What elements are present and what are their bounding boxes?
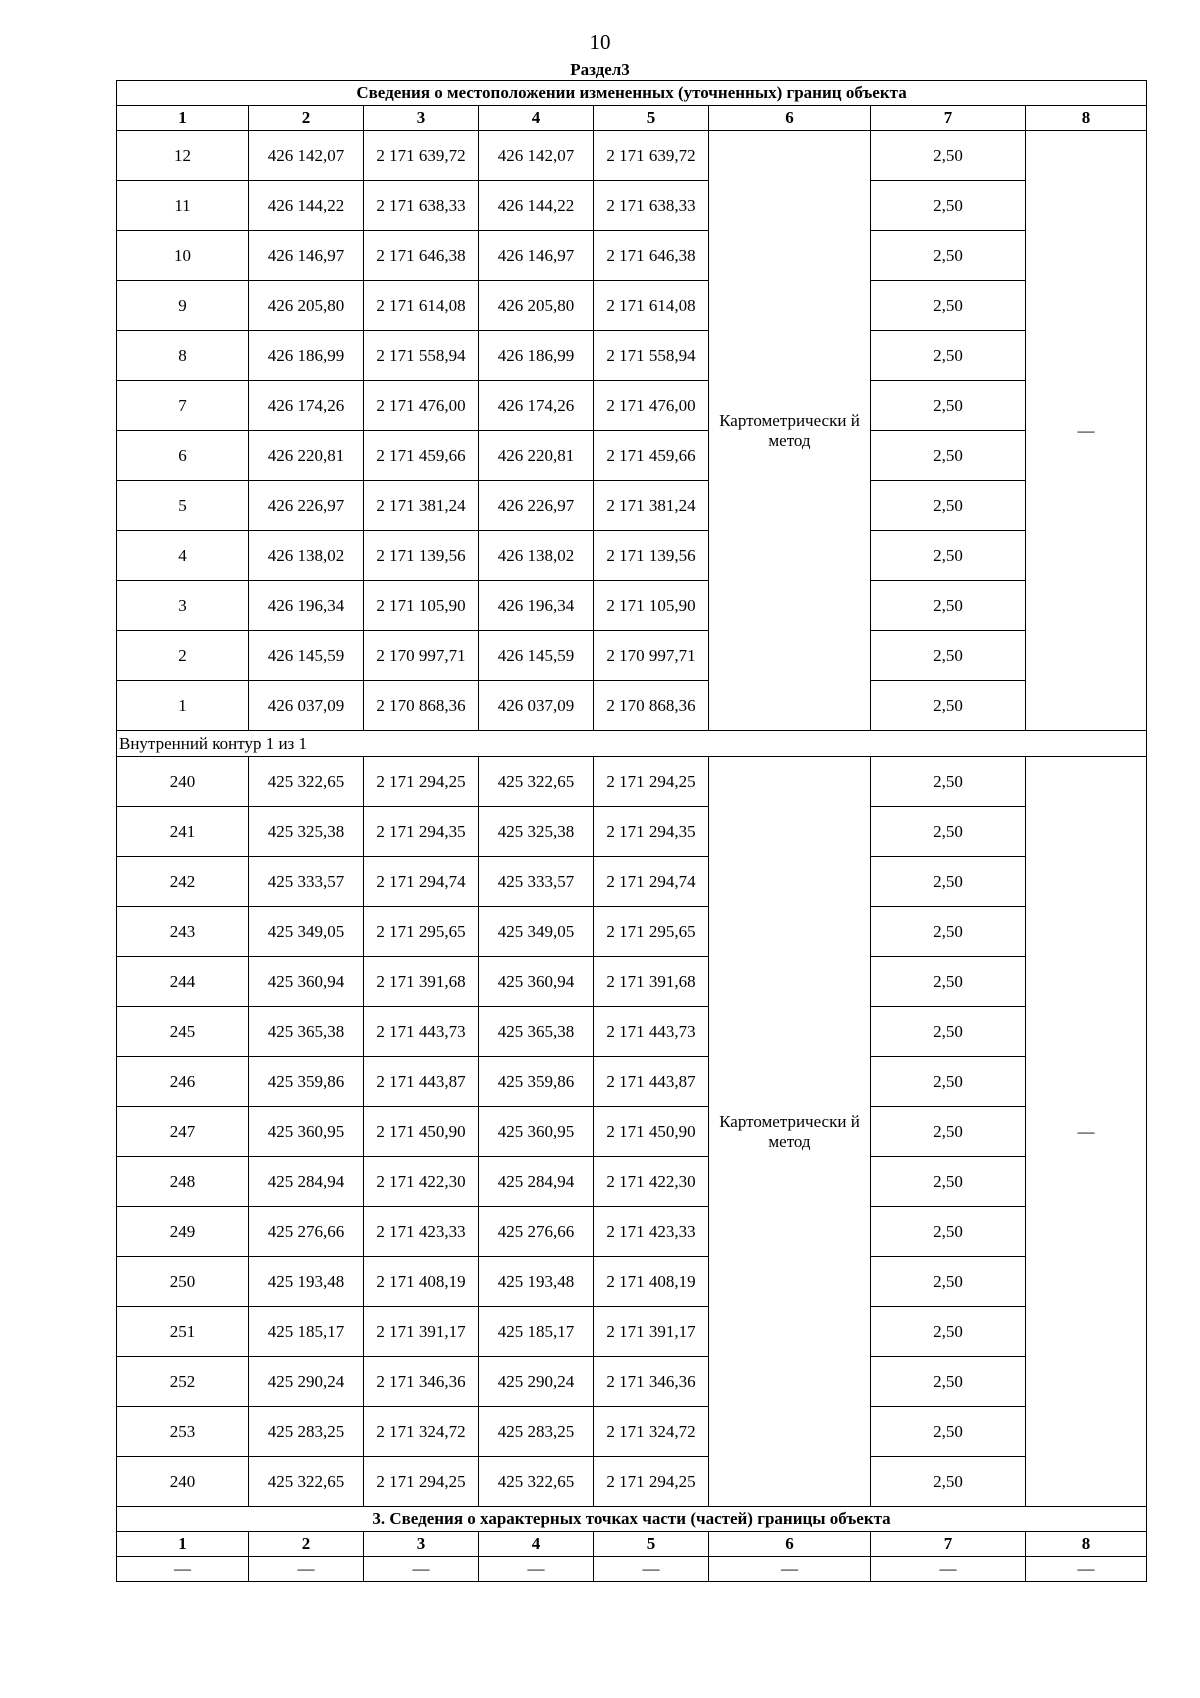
x-new: 426 174,26 (479, 381, 594, 431)
y-new: 2 171 476,00 (594, 381, 709, 431)
point-number: 11 (117, 181, 249, 231)
accuracy: 2,50 (871, 807, 1026, 857)
x-new: 425 360,94 (479, 957, 594, 1007)
accuracy: 2,50 (871, 431, 1026, 481)
point-number: 1 (117, 681, 249, 731)
accuracy: 2,50 (871, 181, 1026, 231)
x-existing: 425 365,38 (249, 1007, 364, 1057)
x-existing: 425 322,65 (249, 1457, 364, 1507)
x-new: 425 322,65 (479, 1457, 594, 1507)
outer-contour-row (117, 231, 1147, 281)
outer-contour-row (117, 531, 1147, 581)
inner-contour-row (117, 1457, 1147, 1507)
y-new: 2 171 294,25 (594, 757, 709, 807)
x-existing: 425 283,25 (249, 1407, 364, 1457)
column-number: 2 (249, 106, 364, 131)
point-number: 10 (117, 231, 249, 281)
parts-column-number-row (117, 1532, 1147, 1557)
inner-contour-row (117, 1007, 1147, 1057)
x-new: 425 349,05 (479, 907, 594, 957)
x-new: 426 196,34 (479, 581, 594, 631)
y-existing: 2 171 294,74 (364, 857, 479, 907)
outer-contour-row (117, 131, 1147, 181)
column-number: 1 (117, 1532, 249, 1557)
inner-contour-row (117, 1407, 1147, 1457)
outer-contour-row (117, 181, 1147, 231)
y-existing: 2 171 614,08 (364, 281, 479, 331)
column-number: 6 (709, 1532, 871, 1557)
y-new: 2 171 459,66 (594, 431, 709, 481)
empty-dash-cell: — (364, 1557, 479, 1582)
x-existing: 425 349,05 (249, 907, 364, 957)
inner-contour-row (117, 757, 1147, 807)
accuracy: 2,50 (871, 481, 1026, 531)
point-number: 2 (117, 631, 249, 681)
empty-dash-cell: — (117, 1557, 249, 1582)
y-new: 2 171 346,36 (594, 1357, 709, 1407)
y-new: 2 171 391,68 (594, 957, 709, 1007)
column-number: 1 (117, 106, 249, 131)
accuracy: 2,50 (871, 907, 1026, 957)
point-number: 242 (117, 857, 249, 907)
y-existing: 2 171 443,73 (364, 1007, 479, 1057)
inner-contour-row (117, 1207, 1147, 1257)
x-existing: 425 359,86 (249, 1057, 364, 1107)
y-new: 2 171 646,38 (594, 231, 709, 281)
x-new: 425 365,38 (479, 1007, 594, 1057)
accuracy: 2,50 (871, 231, 1026, 281)
x-new: 425 193,48 (479, 1257, 594, 1307)
accuracy: 2,50 (871, 381, 1026, 431)
y-existing: 2 171 422,30 (364, 1157, 479, 1207)
accuracy: 2,50 (871, 681, 1026, 731)
column-number: 8 (1026, 1532, 1147, 1557)
accuracy: 2,50 (871, 857, 1026, 907)
accuracy: 2,50 (871, 581, 1026, 631)
empty-dash-cell: — (871, 1557, 1026, 1582)
column-number: 3 (364, 106, 479, 131)
empty-dash-cell: — (709, 1557, 871, 1582)
point-number: 250 (117, 1257, 249, 1307)
x-new: 425 333,57 (479, 857, 594, 907)
y-existing: 2 171 639,72 (364, 131, 479, 181)
point-number: 246 (117, 1057, 249, 1107)
coordinates-table-body (117, 81, 1147, 1582)
empty-dash-cell: — (249, 1557, 364, 1582)
x-new: 426 226,97 (479, 481, 594, 531)
x-new: 425 283,25 (479, 1407, 594, 1457)
inner-contour-row (117, 1307, 1147, 1357)
point-number: 7 (117, 381, 249, 431)
point-number: 240 (117, 757, 249, 807)
parts-empty-row (117, 1557, 1147, 1582)
x-existing: 426 146,97 (249, 231, 364, 281)
parts-table-title (117, 1507, 1147, 1532)
column-number: 7 (871, 1532, 1026, 1557)
empty-dash-cell: — (479, 1557, 594, 1582)
x-new: 425 284,94 (479, 1157, 594, 1207)
outer-contour-row (117, 581, 1147, 631)
x-new: 426 205,80 (479, 281, 594, 331)
outer-contour-row (117, 431, 1147, 481)
point-number: 241 (117, 807, 249, 857)
point-number: 244 (117, 957, 249, 1007)
y-new: 2 171 614,08 (594, 281, 709, 331)
y-new: 2 170 997,71 (594, 631, 709, 681)
point-number: 5 (117, 481, 249, 531)
col8-cell: — (1026, 757, 1147, 1507)
x-new: 425 185,17 (479, 1307, 594, 1357)
x-new: 425 322,65 (479, 757, 594, 807)
x-existing: 425 333,57 (249, 857, 364, 907)
outer-contour-row (117, 631, 1147, 681)
x-existing: 426 186,99 (249, 331, 364, 381)
y-new: 2 171 639,72 (594, 131, 709, 181)
x-new: 426 142,07 (479, 131, 594, 181)
method-cell: Картометрически й метод (709, 757, 871, 1507)
inner-contour-row (117, 1257, 1147, 1307)
y-existing: 2 171 391,17 (364, 1307, 479, 1357)
inner-contour-label: Внутренний контур 1 из 1 (117, 731, 1147, 757)
point-number: 3 (117, 581, 249, 631)
inner-contour-row (117, 957, 1147, 1007)
x-existing: 426 142,07 (249, 131, 364, 181)
x-new: 425 290,24 (479, 1357, 594, 1407)
inner-contour-row (117, 807, 1147, 857)
accuracy: 2,50 (871, 757, 1026, 807)
x-existing: 426 205,80 (249, 281, 364, 331)
accuracy: 2,50 (871, 281, 1026, 331)
column-number: 5 (594, 1532, 709, 1557)
outer-contour-row (117, 381, 1147, 431)
y-existing: 2 171 459,66 (364, 431, 479, 481)
y-new: 2 171 558,94 (594, 331, 709, 381)
accuracy: 2,50 (871, 631, 1026, 681)
accuracy: 2,50 (871, 1107, 1026, 1157)
x-existing: 426 174,26 (249, 381, 364, 431)
y-existing: 2 171 324,72 (364, 1407, 479, 1457)
y-existing: 2 171 423,33 (364, 1207, 479, 1257)
accuracy: 2,50 (871, 1007, 1026, 1057)
column-number-row (117, 106, 1147, 131)
point-number: 251 (117, 1307, 249, 1357)
x-new: 426 146,97 (479, 231, 594, 281)
inner-contour-row (117, 1357, 1147, 1407)
x-existing: 425 284,94 (249, 1157, 364, 1207)
x-existing: 425 322,65 (249, 757, 364, 807)
point-number: 243 (117, 907, 249, 957)
y-existing: 2 171 391,68 (364, 957, 479, 1007)
x-existing: 425 360,94 (249, 957, 364, 1007)
outer-contour-row (117, 281, 1147, 331)
point-number: 12 (117, 131, 249, 181)
y-existing: 2 171 105,90 (364, 581, 479, 631)
section-title: Раздел3 (570, 60, 630, 79)
method-cell: Картометрически й метод (709, 131, 871, 731)
y-new: 2 171 423,33 (594, 1207, 709, 1257)
y-new: 2 171 294,25 (594, 1457, 709, 1507)
point-number: 9 (117, 281, 249, 331)
x-new: 426 037,09 (479, 681, 594, 731)
outer-contour-row (117, 331, 1147, 381)
x-existing: 426 220,81 (249, 431, 364, 481)
column-number: 8 (1026, 106, 1147, 131)
y-existing: 2 171 450,90 (364, 1107, 479, 1157)
accuracy: 2,50 (871, 531, 1026, 581)
x-existing: 426 226,97 (249, 481, 364, 531)
outer-contour-row (117, 481, 1147, 531)
point-number: 4 (117, 531, 249, 581)
point-number: 8 (117, 331, 249, 381)
inner-contour-row (117, 857, 1147, 907)
x-new: 426 138,02 (479, 531, 594, 581)
point-number: 245 (117, 1007, 249, 1057)
col8-cell: — (1026, 131, 1147, 731)
outer-contour-row (117, 681, 1147, 731)
y-existing: 2 171 476,00 (364, 381, 479, 431)
table-title (117, 81, 1147, 106)
y-existing: 2 171 294,25 (364, 1457, 479, 1507)
y-new: 2 171 450,90 (594, 1107, 709, 1157)
accuracy: 2,50 (871, 1407, 1026, 1457)
accuracy: 2,50 (871, 1057, 1026, 1107)
x-existing: 426 144,22 (249, 181, 364, 231)
x-existing: 425 185,17 (249, 1307, 364, 1357)
y-new: 2 171 381,24 (594, 481, 709, 531)
accuracy: 2,50 (871, 1307, 1026, 1357)
x-existing: 425 325,38 (249, 807, 364, 857)
accuracy: 2,50 (871, 331, 1026, 381)
point-number: 252 (117, 1357, 249, 1407)
y-existing: 2 171 558,94 (364, 331, 479, 381)
x-new: 425 360,95 (479, 1107, 594, 1157)
x-existing: 426 037,09 (249, 681, 364, 731)
accuracy: 2,50 (871, 1457, 1026, 1507)
y-existing: 2 171 139,56 (364, 531, 479, 581)
y-existing: 2 171 294,35 (364, 807, 479, 857)
coordinates-table (116, 80, 1147, 1582)
y-existing: 2 171 646,38 (364, 231, 479, 281)
y-existing: 2 171 381,24 (364, 481, 479, 531)
y-existing: 2 171 408,19 (364, 1257, 479, 1307)
y-existing: 2 170 868,36 (364, 681, 479, 731)
empty-dash-cell: — (1026, 1557, 1147, 1582)
column-number: 5 (594, 106, 709, 131)
point-number: 248 (117, 1157, 249, 1207)
y-existing: 2 171 346,36 (364, 1357, 479, 1407)
y-new: 2 170 868,36 (594, 681, 709, 731)
empty-dash-cell: — (594, 1557, 709, 1582)
column-number: 4 (479, 106, 594, 131)
x-new: 425 359,86 (479, 1057, 594, 1107)
inner-contour-row (117, 907, 1147, 957)
accuracy: 2,50 (871, 1157, 1026, 1207)
y-new: 2 171 139,56 (594, 531, 709, 581)
point-number: 6 (117, 431, 249, 481)
x-new: 426 186,99 (479, 331, 594, 381)
y-new: 2 171 324,72 (594, 1407, 709, 1457)
y-new: 2 171 294,74 (594, 857, 709, 907)
y-existing: 2 171 295,65 (364, 907, 479, 957)
column-number: 6 (709, 106, 871, 131)
y-new: 2 171 408,19 (594, 1257, 709, 1307)
inner-contour-row (117, 731, 1147, 757)
column-number: 3 (364, 1532, 479, 1557)
point-number: 247 (117, 1107, 249, 1157)
y-new: 2 171 422,30 (594, 1157, 709, 1207)
y-new: 2 171 294,35 (594, 807, 709, 857)
accuracy: 2,50 (871, 1207, 1026, 1257)
point-number: 249 (117, 1207, 249, 1257)
accuracy: 2,50 (871, 957, 1026, 1007)
x-existing: 426 196,34 (249, 581, 364, 631)
accuracy: 2,50 (871, 131, 1026, 181)
y-new: 2 171 443,87 (594, 1057, 709, 1107)
x-existing: 425 193,48 (249, 1257, 364, 1307)
x-new: 425 325,38 (479, 807, 594, 857)
inner-contour-row (117, 1157, 1147, 1207)
x-existing: 426 145,59 (249, 631, 364, 681)
inner-contour-row (117, 1107, 1147, 1157)
y-existing: 2 170 997,71 (364, 631, 479, 681)
point-number: 253 (117, 1407, 249, 1457)
x-new: 426 220,81 (479, 431, 594, 481)
point-number: 240 (117, 1457, 249, 1507)
y-new: 2 171 443,73 (594, 1007, 709, 1057)
y-new: 2 171 105,90 (594, 581, 709, 631)
table-title-cell: Сведения о местоположении измененных (уточненных) границ объекта (117, 81, 1147, 106)
parts-table-title-cell: 3. Сведения о характерных точках части (частей) границы объекта (117, 1507, 1147, 1532)
column-number: 7 (871, 106, 1026, 131)
y-existing: 2 171 294,25 (364, 757, 479, 807)
x-new: 426 145,59 (479, 631, 594, 681)
x-existing: 425 276,66 (249, 1207, 364, 1257)
y-new: 2 171 638,33 (594, 181, 709, 231)
inner-contour-row (117, 1057, 1147, 1107)
accuracy: 2,50 (871, 1357, 1026, 1407)
x-existing: 425 360,95 (249, 1107, 364, 1157)
column-number: 4 (479, 1532, 594, 1557)
x-existing: 425 290,24 (249, 1357, 364, 1407)
y-existing: 2 171 638,33 (364, 181, 479, 231)
column-number: 2 (249, 1532, 364, 1557)
x-new: 426 144,22 (479, 181, 594, 231)
x-new: 425 276,66 (479, 1207, 594, 1257)
y-existing: 2 171 443,87 (364, 1057, 479, 1107)
accuracy: 2,50 (871, 1257, 1026, 1307)
x-existing: 426 138,02 (249, 531, 364, 581)
y-new: 2 171 391,17 (594, 1307, 709, 1357)
page-number: 10 (589, 30, 611, 54)
y-new: 2 171 295,65 (594, 907, 709, 957)
